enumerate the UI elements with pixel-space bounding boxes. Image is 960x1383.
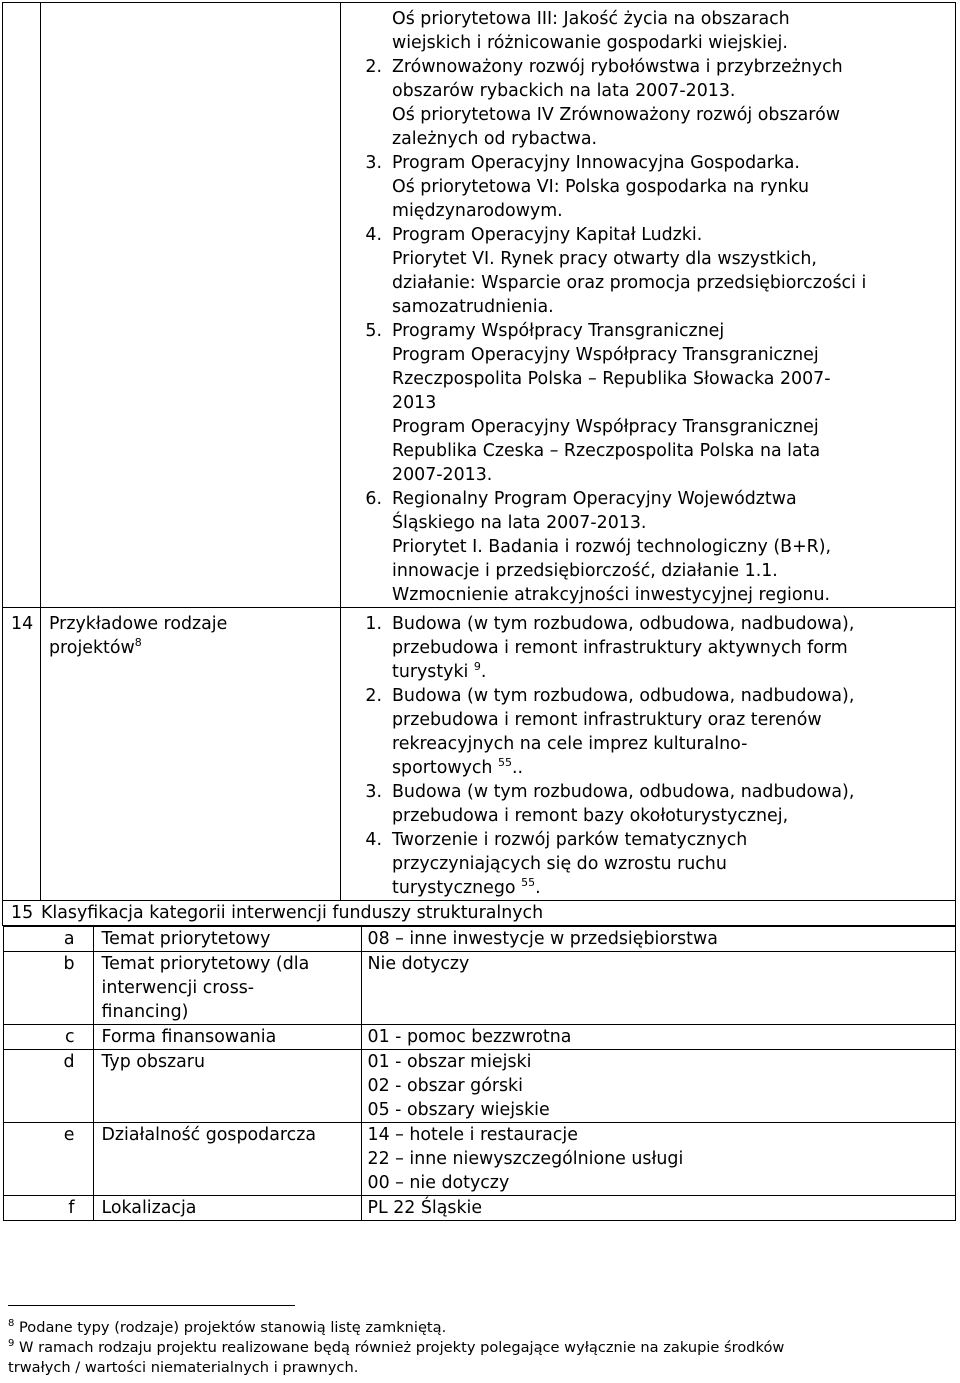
row-label-line: Przykładowe rodzaje [49,614,228,634]
row-label [41,608,341,901]
list-item-text: Budowa (w tym rozbudowa, odbudowa, nadbudowa), [392,614,855,634]
list-item-line: Priorytet I. Badania i rozwój technologiczny (B+R), [392,537,832,557]
row-label-text: projektów [49,638,135,658]
list-item-line: obszarów rybackich na lata 2007-2013. [392,81,736,101]
row-15-header [3,901,956,926]
list-item-number: 2. [365,686,382,706]
classification-label-line: Temat priorytetowy (dla [101,954,310,974]
classification-label [93,1025,361,1050]
list-item-text: przebudowa i remont bazy okołoturystycznej, [392,806,789,826]
row-13-continuation [3,3,956,608]
classification-value [361,1196,955,1221]
list-item-line [392,828,955,852]
footnote-mark: 9 [8,1338,15,1350]
list-item-line: Regionalny Program Operacyjny Województwa [392,489,797,509]
list-item-line [392,636,955,660]
classification-value-line: 05 - obszary wiejskie [367,1100,550,1120]
classification-row [3,1050,955,1123]
project-types-list-body [347,608,955,900]
row-number-empty [3,3,41,608]
list-item-number: 3. [365,782,382,802]
list-item-line: Rzeczpospolita Polska – Republika Słowacka 2007- [392,369,831,389]
list-item-text: Budowa (w tym rozbudowa, odbudowa, nadbudowa), [392,782,855,802]
list-item-line: Wzmocnienie atrakcyjności inwestycyjnej regionu. [392,585,831,605]
classification-title-cell [3,901,956,926]
classification-value-line: 02 - obszar górski [367,1076,523,1096]
classification-label-line: Działalność gospodarcza [101,1125,316,1145]
footnote-ref: 55 [521,876,536,890]
list-item-line: samozatrudnienia. [392,297,554,317]
classification-letter: f [3,1196,93,1221]
programs-list-body [347,3,955,607]
list-item-body [392,487,955,607]
classification-label-line: Forma finansowania [101,1027,277,1047]
list-item-tail: . [535,878,541,898]
classification-label [93,1196,361,1221]
row-label-line [49,636,340,660]
list-item-body [392,151,955,223]
list-item [347,151,955,223]
list-item-line [392,684,955,708]
list-item-line: innowacje i przedsiębiorczość, działanie 1.1. [392,561,778,581]
list-item [347,55,955,151]
classification-label-line: interwencji cross- [101,978,255,998]
list-item-line [392,732,955,756]
row-number: 15 [11,903,34,923]
classification-value-line: 00 – nie dotyczy [367,1173,510,1193]
classification-row [3,927,955,952]
project-type-item [347,684,955,780]
list-item-line: Republika Czeska – Rzeczpospolita Polska na lata [392,441,821,461]
list-item-line: Zrównoważony rozwój rybołówstwa i przybrzeżnych [392,57,843,77]
list-item-line: Program Operacyjny Kapitał Ludzki. [392,225,703,245]
list-item-line: zależnych od rybactwa. [392,129,598,149]
list-item-body [392,319,955,487]
list-item-line: działanie: Wsparcie oraz promocja przedsiębiorczości i [392,273,867,293]
footnote [8,1338,948,1378]
classification-row [3,952,955,1025]
classification-subtable-cell [3,926,956,1222]
classification-row [3,1196,955,1221]
list-item-line: 2007-2013. [392,465,493,485]
classification-value-line: 22 – inne niewyszczególnione usługi [367,1149,684,1169]
list-item-line [392,708,955,732]
list-item-text: przebudowa i remont infrastruktury oraz terenów [392,710,822,730]
classification-value-line: 14 – hotele i restauracje [367,1125,578,1145]
list-item-body [392,780,955,828]
list-item-line [392,780,955,804]
classification-subtable [3,926,956,1221]
classification-label [93,927,361,952]
continuation-line: Oś priorytetowa III: Jakość życia na obszarach [392,9,790,29]
footnote-mark: 8 [8,1318,15,1330]
list-item-line: Programy Współpracy Transgranicznej [392,321,725,341]
list-item [347,319,955,487]
list-item-line: 2013 [392,393,437,413]
list-item [347,223,955,319]
list-item-line [392,660,955,684]
footnote [8,1318,948,1338]
classification-letter: b [3,952,93,1025]
list-item-line [392,852,955,876]
classification-label [93,1123,361,1196]
list-item-line: Program Operacyjny Innowacyjna Gospodarka. [392,153,800,173]
list-item-line: Oś priorytetowa VI: Polska gospodarka na rynku [392,177,809,197]
classification-label-line: Temat priorytetowy [101,929,271,949]
list-item-body [392,684,955,780]
classification-label [93,952,361,1025]
list-item-text: przebudowa i remont infrastruktury aktywnych form [392,638,848,658]
list-item-line [392,612,955,636]
classification-letter: a [3,927,93,952]
classification-label-line: Lokalizacja [101,1198,197,1218]
list-item-number: 4. [365,225,382,245]
footnote-text: Podane typy (rodzaje) projektów stanowią listę zamkniętą. [19,1319,447,1336]
list-item-line [392,876,955,900]
row-label-empty [41,3,341,608]
classification-label [93,1050,361,1123]
list-item-line [392,756,955,780]
list-item-body [392,223,955,319]
list-item-line: Śląskiego na lata 2007-2013. [392,513,647,533]
list-item-text: turystycznego [392,878,516,898]
continuation-line: wiejskich i różnicowanie gospodarki wiejskiej. [392,33,788,53]
classification-value [361,1025,955,1050]
list-item-number: 3. [365,153,382,173]
classification-row [3,1123,955,1196]
list-item-line: Program Operacyjny Współpracy Transgranicznej [392,417,819,437]
classification-row [3,1025,955,1050]
classification-value [361,927,955,952]
list-item-line: Program Operacyjny Współpracy Transgranicznej [392,345,819,365]
classification-label-line: financing) [101,1002,189,1022]
classification-value [361,1050,955,1123]
row-14 [3,608,956,901]
row-15-subtable [3,926,956,1222]
list-item-line: międzynarodowym. [392,201,563,221]
list-item-tail: . [480,662,487,682]
classification-value-line: 01 - pomoc bezzwrotna [367,1027,572,1047]
list-item-number: 2. [365,57,382,77]
footnote-ref: 55 [497,756,512,770]
list-item-text: turystyki [392,662,469,682]
classification-value-line: 01 - obszar miejski [367,1052,532,1072]
footnote-ref: 8 [134,636,142,650]
footnote-text: W ramach rodzaju projektu realizowane będą również projekty polegające wyłącznie na zakupie środków [19,1339,785,1356]
list-item-line [392,804,955,828]
list-item-body [392,828,955,900]
list-item-number: 1. [365,614,382,634]
list-item-text: rekreacyjnych na cele imprez kulturalno- [392,734,748,754]
project-types-list [341,608,956,901]
list-item-number: 4. [365,830,382,850]
project-card-table [2,2,956,1221]
list-item-number: 6. [365,489,382,509]
list-item [347,487,955,607]
classification-letter: c [3,1025,93,1050]
list-item-line: Priorytet VI. Rynek pracy otwarty dla wszystkich, [392,249,817,269]
project-type-item [347,828,955,900]
footnotes [8,1318,948,1378]
classification-label-line: Typ obszaru [101,1052,205,1072]
classification-title: Klasyfikacja kategorii interwencji funduszy strukturalnych [41,903,544,923]
list-item-line: Oś priorytetowa IV Zrównoważony rozwój obszarów [392,105,840,125]
classification-letter: d [3,1050,93,1123]
list-item-text: Tworzenie i rozwój parków tematycznych [392,830,748,850]
list-item-body [392,55,955,151]
classification-value-line: Nie dotyczy [367,954,470,974]
list-item-body [392,612,955,684]
project-type-item [347,612,955,684]
list-item-text: Budowa (w tym rozbudowa, odbudowa, nadbudowa), [392,686,855,706]
list-item-text: sportowych [392,758,493,778]
classification-value [361,1123,955,1196]
programs-list [341,3,956,608]
list-item-number: 5. [365,321,382,341]
row-number: 14 [3,608,41,901]
footnote-separator [8,1305,295,1306]
footnote-text: trwałych / wartości niematerialnych i prawnych. [8,1359,359,1376]
project-type-item [347,780,955,828]
list-item-text: przyczyniających się do wzrostu ruchu [392,854,727,874]
classification-letter: e [3,1123,93,1196]
classification-value-line: 08 – inne inwestycje w przedsiębiorstwa [367,929,718,949]
footnote-ref: 9 [473,660,481,674]
classification-value-line: PL 22 Śląskie [367,1198,483,1218]
list-item-tail: .. [511,758,524,778]
classification-value [361,952,955,1025]
